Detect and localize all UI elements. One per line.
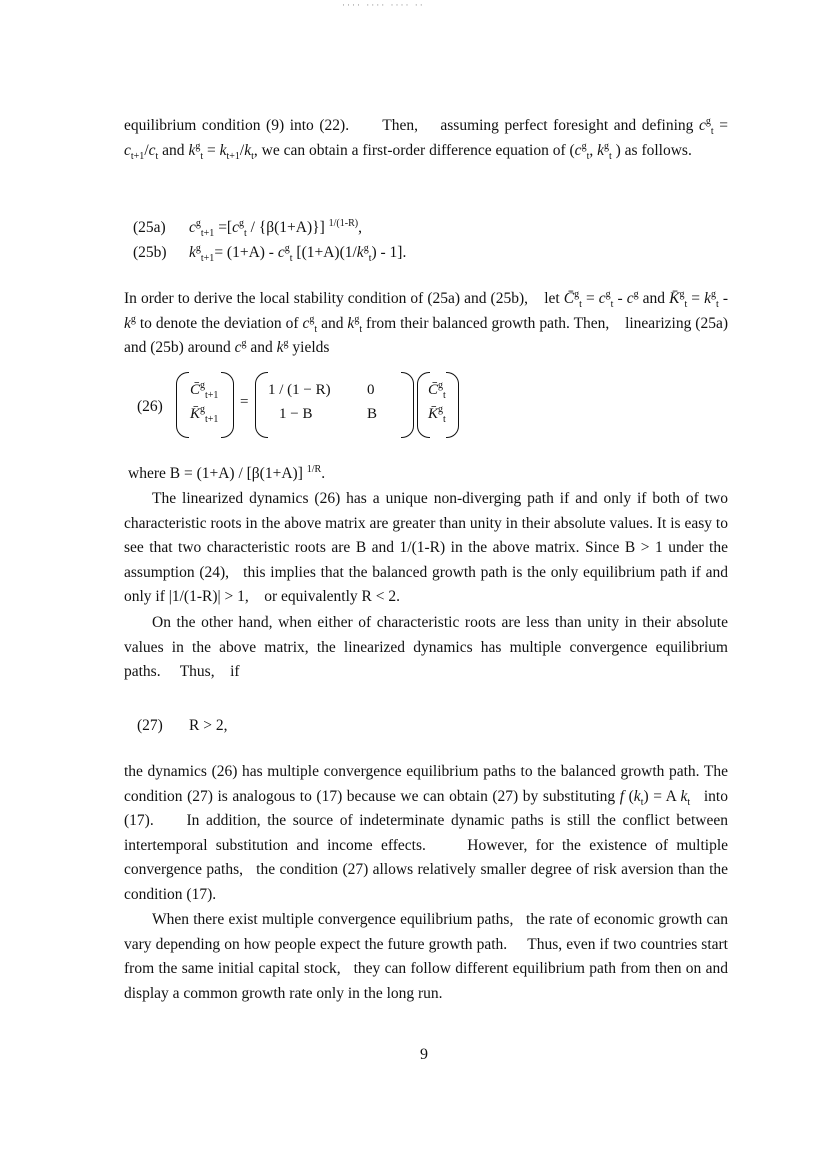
right-vector-c: C̄$^g_t$ — [428, 380, 446, 401]
equation-26 — [133, 372, 493, 438]
matrix-bracket-close — [401, 372, 414, 438]
equation-27-label: (27) — [137, 717, 163, 734]
right-vector-bracket-close — [446, 372, 459, 438]
equation-25a-label: (25a) — [133, 219, 166, 236]
page-top-mark: ···· ···· ···· ·· — [342, 0, 425, 10]
matrix-cell-11: 1 / (1 − R) — [268, 382, 331, 398]
equation-25b: (25b) $k^g_{t+1}= (1+A) - c^g_t$ $[(1+A)(1/k^g_t) - 1]$. — [133, 242, 407, 265]
paragraph-intro: equilibrium condition (9) into (22). Then, assuming perfect foresight and defining $c^g_t = c_{t+1}/c_t$ and $k^g_t = k_{t+1}/k_t$, we can obtain a first-order difference equation of ($c^g_t$, $k^g_t$ ) as follows. — [124, 115, 728, 162]
equals-sign: = — [240, 394, 249, 410]
left-vector-bracket-open — [176, 372, 189, 438]
paragraph-growth-rate: When there exist multiple convergence equilibrium paths, the rate of economic growth can vary depending on how people expect the future growth path. Thus, even if two countries start from the same initial capital stock, they can follow different equilibrium path from then on and display a common growth rate only in the long run. — [124, 911, 728, 1002]
paragraph-condition-27: the dynamics (26) has multiple convergence equilibrium paths to the balanced growth path. The condition (27) is analogous to (17) because we can obtain (27) by substituting f $(k_t) = A$ $k_t$ into (17). In addition, the source of indeterminate dynamic paths is still the conflict between intertemporal substitution and income effects. However, for the existence of multiple convergence paths, the condition (27) allows relatively smaller degree of risk aversion than the condition (17). — [124, 763, 728, 903]
matrix-cell-12: 0 — [367, 382, 375, 398]
paragraph-stability: In order to derive the local stability condition of (25a) and (25b), let C̄$^g_t$ = $c^g_t - c^g$ and K̄$^g_t$ = $k^g_t - k^g$ to denote the deviation of $c^g_t$ and $k^g_t$ from their balanced growth path. Then, linearizing (25a) and (25b) around $c^g$ and $k^g$ yields — [124, 288, 728, 356]
matrix-cell-22: B — [367, 406, 378, 422]
matrix-bracket-open — [255, 372, 268, 438]
equation-26-label: (26) — [137, 398, 163, 415]
equation-27 — [137, 716, 227, 736]
right-vector-k: K̄$^g_t$ — [428, 404, 446, 425]
paragraph-linearized: The linearized dynamics (26) has a unique non-diverging path if and only if both of two characteristic roots in the above matrix are greater than unity in their absolute values. It is easy to see that two characteristic roots are B and 1/(1-R) in the above matrix. Since B > 1 under the assumption (24), this implies that the balanced growth path is the only equilibrium path if and only if |1/(1-R)| > 1, or equivalently R < 2. — [124, 490, 728, 605]
definition-b: where B = (1+A) / [β(1+A)] $^{1/R}$. — [128, 463, 326, 482]
page-number: 9 — [420, 1046, 428, 1063]
left-vector-k: K̄$^g_{t+1}$ — [190, 404, 219, 425]
left-vector-bracket-close — [221, 372, 234, 438]
paragraph-other-hand: On the other hand, when either of characteristic roots are less than unity in their absolute values in the above matrix, the linearized dynamics has multiple convergence equilibrium paths. Thus, if — [124, 614, 728, 680]
matrix-cell-21: 1 − B — [279, 406, 313, 422]
equation-25a: (25a) $c^g_{t+1} =[c^g_t / \{\beta(1+A)\}]$ $^{1/(1-R)}$, — [133, 217, 362, 240]
equation-27-body: R > 2, — [189, 717, 228, 734]
equation-25b-label: (25b) — [133, 244, 167, 261]
left-vector-c: C̄$^g_{t+1}$ — [190, 380, 219, 401]
